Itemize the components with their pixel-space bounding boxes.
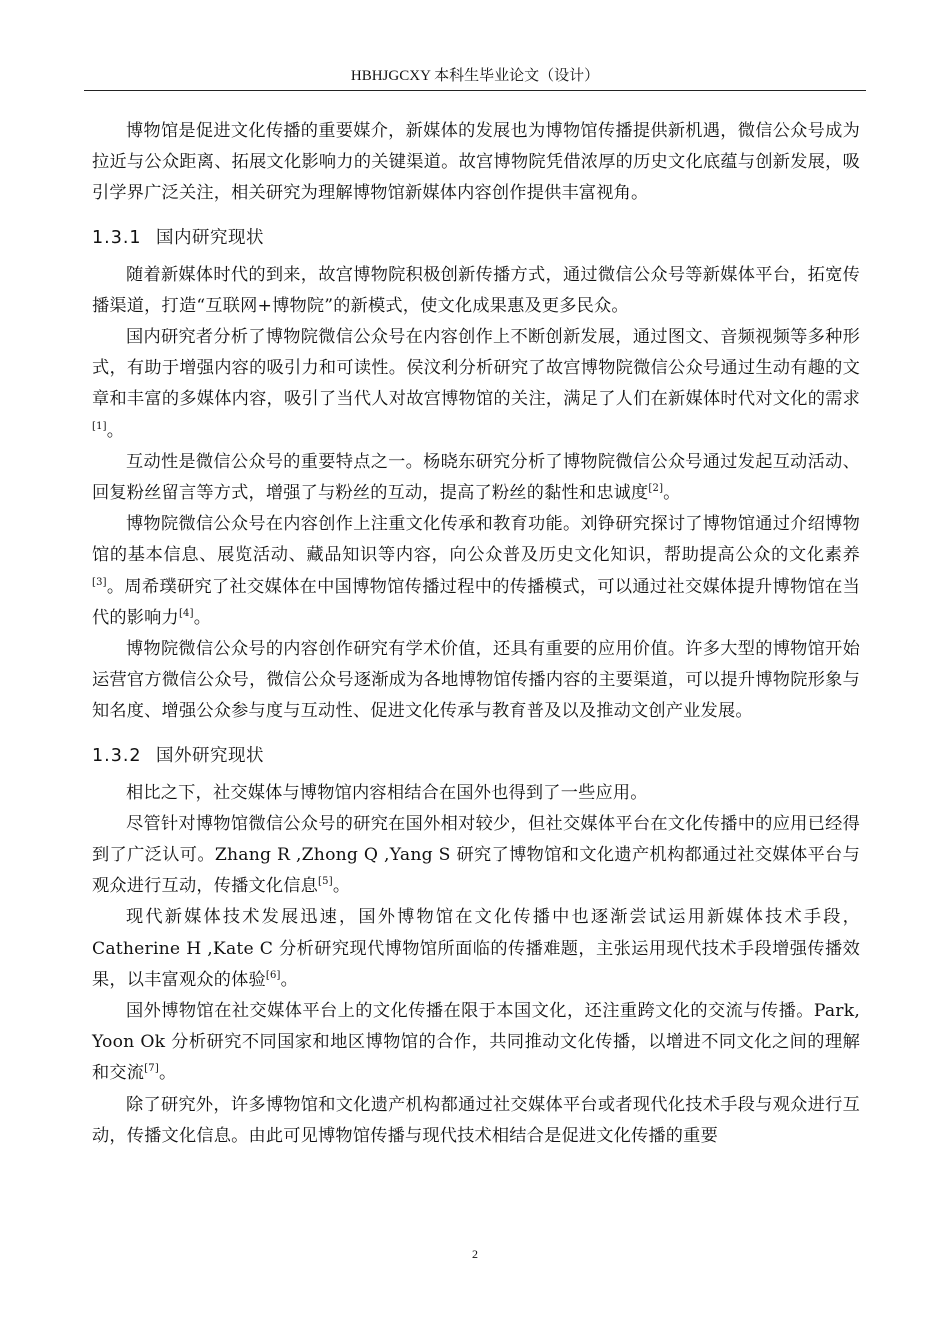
paragraph-foreign-4	[92, 996, 860, 1090]
paragraph-text: 现代新媒体技术发展迅速，国外博物馆在文化传播中也逐渐尝试运用新媒体技术手段，Catherine H ,Kate C 分析研究现代博物馆所面临的传播难题，主张运用现代技术手段增强传播效果，以丰富观众的体验	[92, 907, 860, 990]
citation-ref-1[interactable]: [1]	[92, 420, 107, 432]
paragraph-text: 国内研究者分析了博物院微信公众号在内容创作上不断创新发展，通过图文、音频视频等多种形式，有助于增强内容的吸引力和可读性。侯汶利分析研究了故宫博物院微信公众号通过生动有趣的文章和丰富的多媒体内容，吸引了当代人对故宫博物馆的关注，满足了人们在新媒体时代对文化的需求	[92, 327, 860, 410]
paragraph-domestic-5: 博物院微信公众号的内容创作研究有学术价值，还具有重要的应用价值。许多大型的博物馆开始运营官方微信公众号，微信公众号逐渐成为各地博物馆传播内容的主要渠道，可以提升博物院形象与知名度、增强公众参与度与互动性、促进文化传承与教育普及以及推动文创产业发展。	[92, 639, 860, 722]
running-header: HBHJGCXY 本科生毕业论文（设计）	[350, 68, 600, 84]
paragraph-end: 。	[280, 969, 299, 990]
paragraph-text: 国外博物馆在社交媒体平台上的文化传播在限于本国文化，还注重跨文化的交流与传播。Park, Yoon Ok 分析研究不同国家和地区博物馆的合作，共同推动文化传播，以增进不同文化之间的理解和交流	[92, 1001, 860, 1084]
section-heading-domestic	[92, 210, 860, 260]
paragraph-end: 。	[193, 607, 212, 628]
paragraph-end: 。	[106, 420, 125, 441]
section-heading-foreign	[92, 728, 860, 778]
paragraph-domestic-3	[92, 447, 860, 509]
paragraph-foreign-2	[92, 809, 860, 903]
paragraph-text: 博物院微信公众号在内容创作上注重文化传承和教育功能。刘铮研究探讨了博物馆通过介绍博物馆的基本信息、展览活动、藏品知识等内容，向公众普及历史文化知识，帮助提高公众的文化素养	[92, 514, 860, 566]
paragraph-end: 。	[332, 876, 351, 897]
paragraph-domestic-4	[92, 509, 860, 634]
citation-ref-2[interactable]: [2]	[648, 483, 664, 495]
paragraph-foreign-1: 相比之下，社交媒体与博物馆内容相结合在国外也得到了一些应用。	[126, 782, 648, 803]
paragraph-end: 。	[663, 483, 681, 504]
paragraph-domestic-1: 随着新媒体时代的到来，故宫博物院积极创新传播方式，通过微信公众号等新媒体平台，拓宽传播渠道，打造“互联网+博物院”的新模式，使文化成果惠及更多民众。	[92, 264, 860, 316]
page-number: 2	[472, 1247, 478, 1261]
paragraph-intro: 博物馆是促进文化传播的重要媒介，新媒体的发展也为博物馆传播提供新机遇，微信公众号成为拉近与公众距离、拓展文化影响力的关键渠道。故宫博物院凭借浓厚的历史文化底蕴与创新发展，吸引学界广泛关注，相关研究为理解博物馆新媒体内容创作提供丰富视角。	[92, 121, 860, 204]
paragraph-text: 尽管针对博物馆微信公众号的研究在国外相对较少，但社交媒体平台在文化传播中的应用已经得到了广泛认可。Zhang R ,Zhong Q ,Yang S 研究了博物馆和文化遗产机构都通过社交媒体平台与观众进行互动，传播文化信息	[92, 813, 860, 897]
citation-ref-3[interactable]: [3]	[92, 576, 107, 588]
citation-ref-4[interactable]: [4]	[178, 607, 194, 619]
section-title: 国外研究现状	[156, 745, 264, 766]
header-rule	[84, 90, 866, 91]
paragraph-foreign-5: 除了研究外，许多博物馆和文化遗产机构都通过社交媒体平台或者现代化技术手段与观众进行互动，传播文化信息。由此可见博物馆传播与现代技术相结合是促进文化传播的重要	[92, 1094, 860, 1146]
citation-ref-6[interactable]: [6]	[265, 969, 281, 981]
paragraph-foreign-3	[92, 902, 860, 996]
paragraph-end: 。	[158, 1063, 177, 1084]
paragraph-text: 。周希璞研究了社交媒体在中国博物馆传播过程中的传播模式，可以通过社交媒体提升博物馆在当代的影响力	[92, 576, 860, 628]
paragraph-text: 互动性是微信公众号的重要特点之一。杨晓东研究分析了博物院微信公众号通过发起互动活动、回复粉丝留言等方式，增强了与粉丝的互动，提高了粉丝的黏性和忠诚度	[92, 451, 860, 504]
section-number: 1.3.1	[92, 227, 142, 248]
citation-ref-7[interactable]: [7]	[144, 1063, 159, 1075]
body-text	[92, 116, 860, 1152]
paragraph-domestic-2	[92, 322, 860, 447]
section-number: 1.3.2	[92, 745, 142, 766]
citation-ref-5[interactable]: [5]	[318, 876, 333, 888]
section-title: 国内研究现状	[156, 227, 264, 248]
